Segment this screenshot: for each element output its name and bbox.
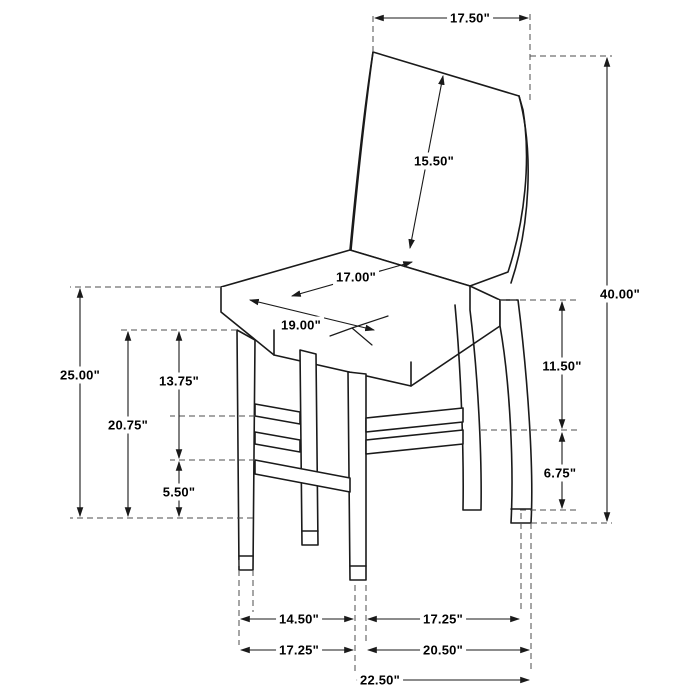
chair-illustration <box>221 52 532 580</box>
dimension-label-rear-stretcher: 6.75" <box>541 465 579 482</box>
dimension-label-seat-back-width: 17.50" <box>447 10 493 27</box>
dimension-label-seat-height-front: 25.00" <box>57 367 103 384</box>
dimension-label-seat-width: 19.00" <box>278 317 324 334</box>
dimension-label-rear-leg-spread: 17.25" <box>420 611 466 628</box>
dimension-label-overall-height: 40.00" <box>597 286 643 303</box>
dimension-label-rear-base-width: 20.50" <box>420 642 466 659</box>
dimension-label-back-height: 15.50" <box>411 153 457 170</box>
dimension-label-seat-rear-height: 11.50" <box>539 358 584 375</box>
dimension-label-front-base-width: 17.25" <box>276 642 322 659</box>
dimension-label-stretcher-height: 5.50" <box>160 484 198 501</box>
dimension-label-seat-top-height: 20.75" <box>105 417 151 434</box>
dimension-label-front-leg-spread: 14.50" <box>276 611 322 628</box>
dimension-label-seat-height-rear: 13.75" <box>156 373 202 390</box>
dimension-label-overall-depth: 22.50" <box>357 672 403 689</box>
dimension-label-seat-depth: 17.00" <box>333 269 379 286</box>
